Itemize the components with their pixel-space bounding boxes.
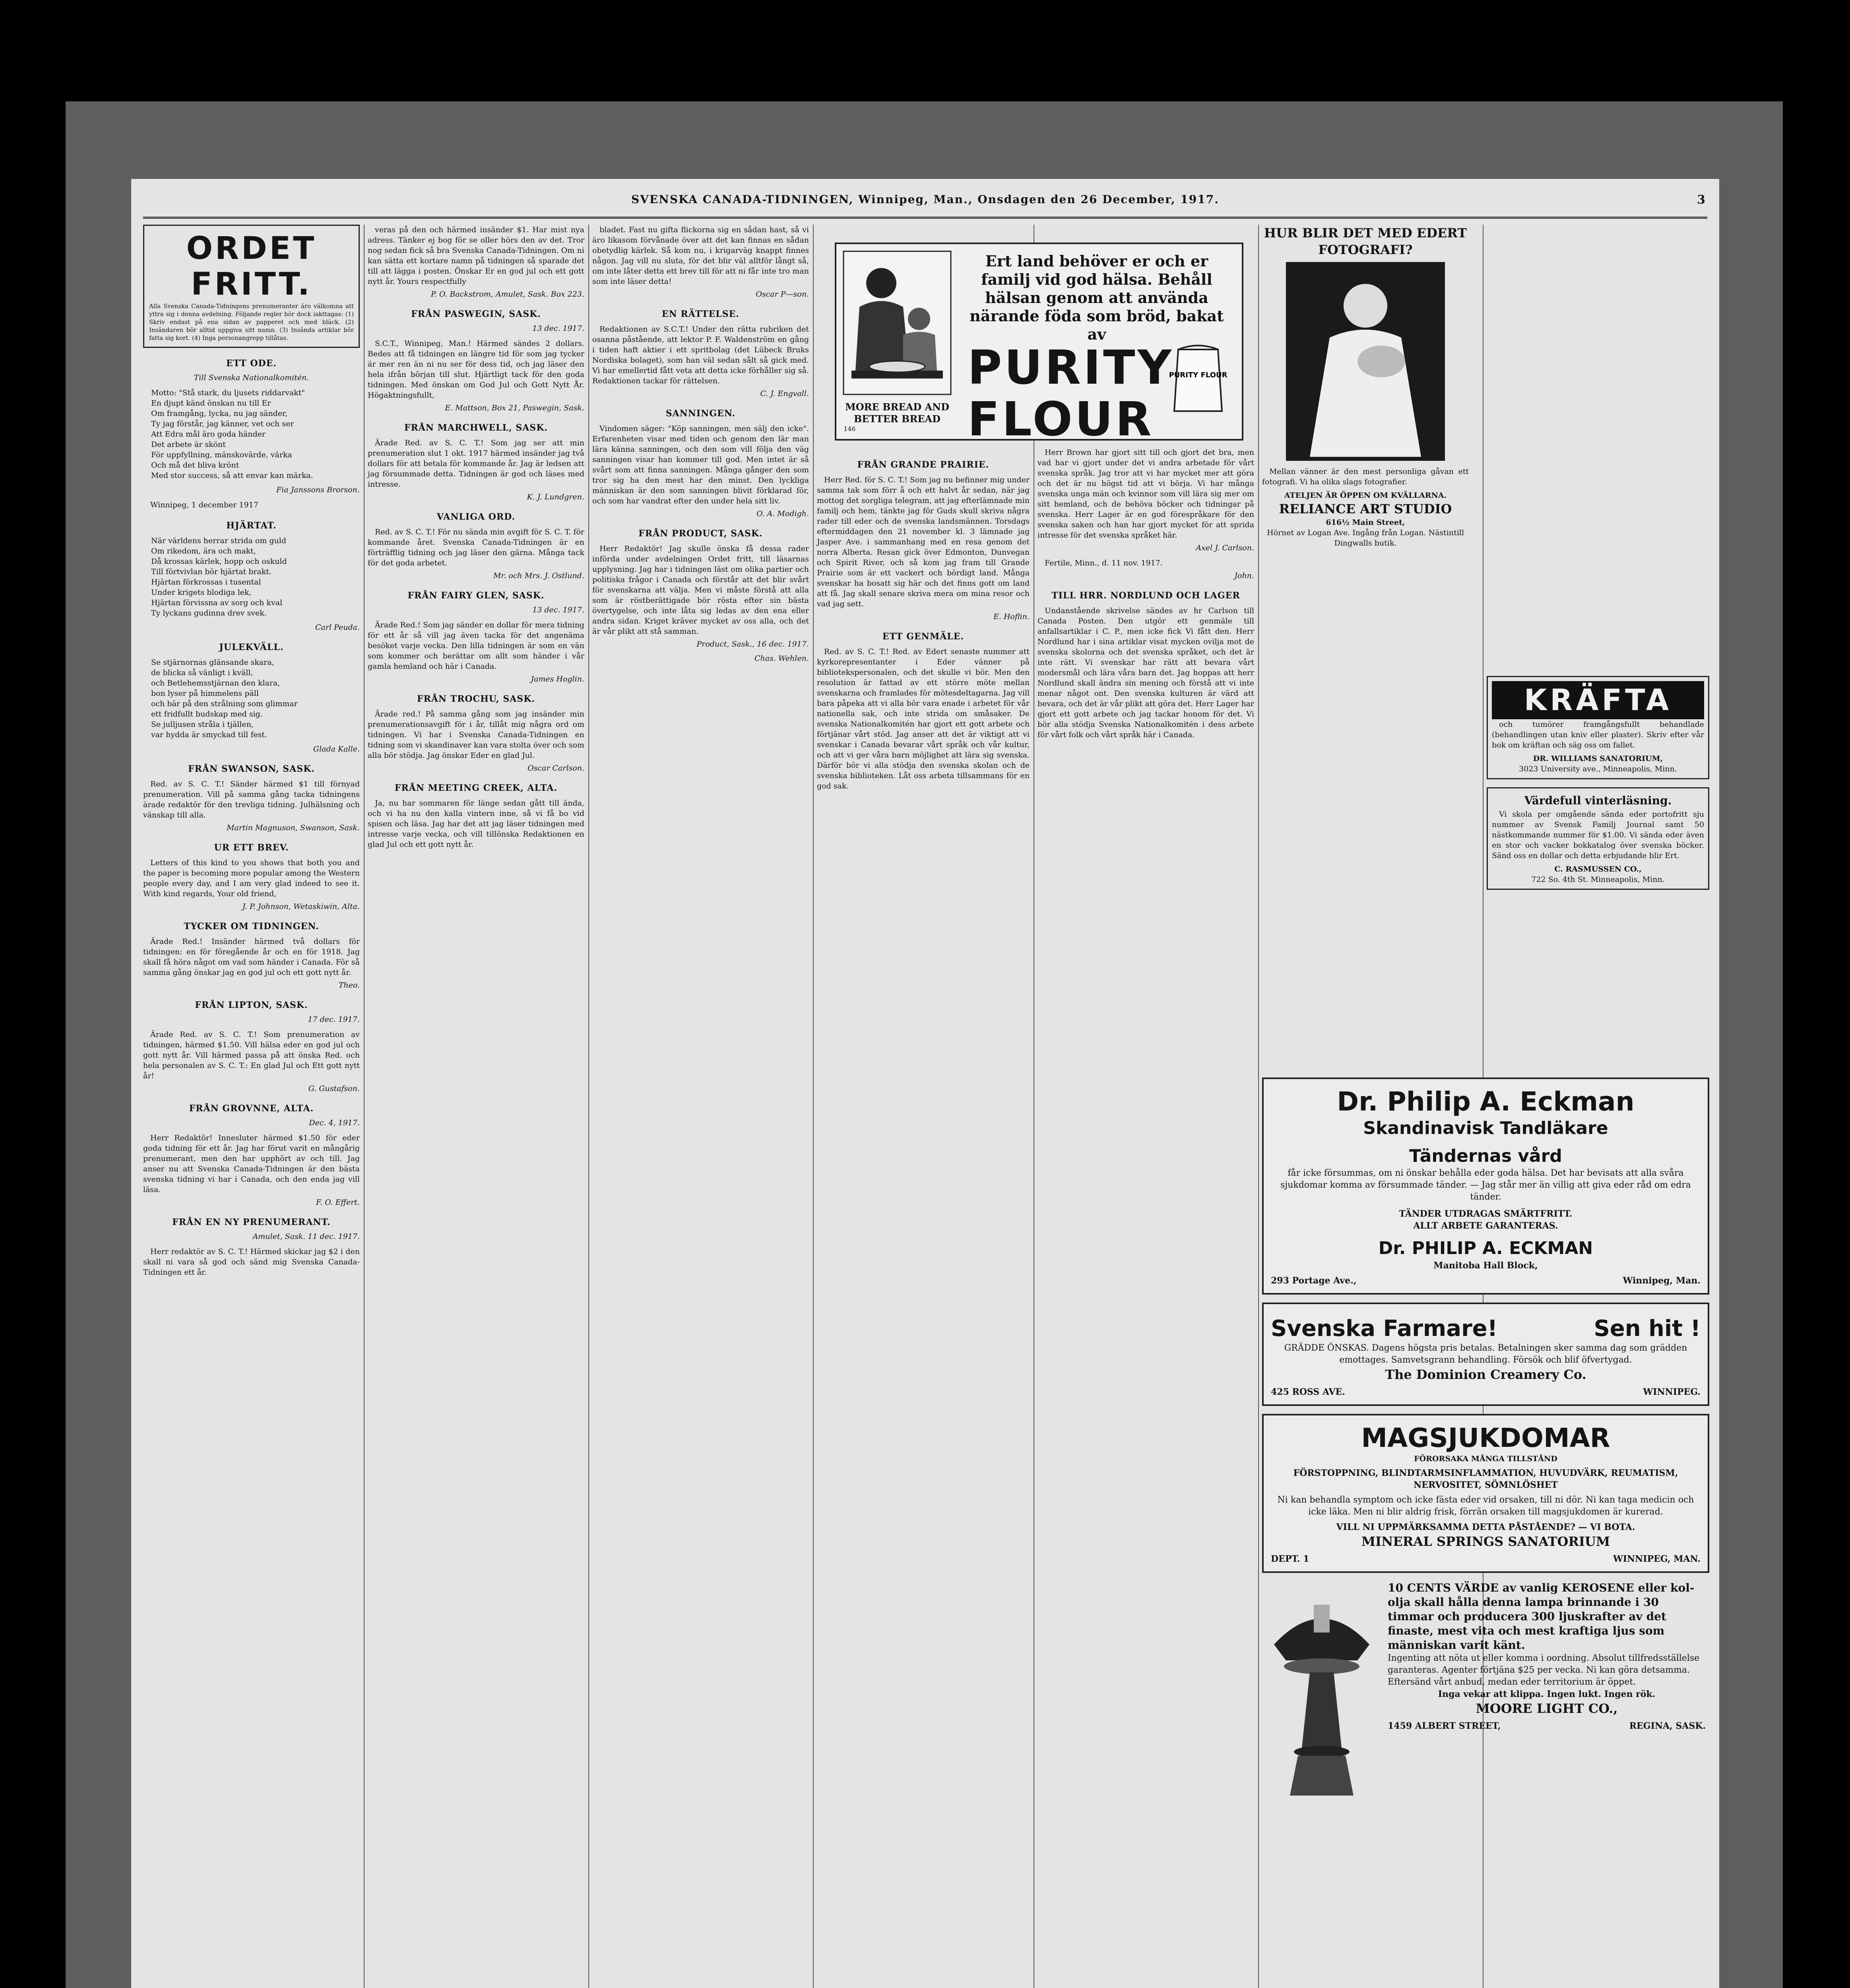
article-title: FRÅN FAIRY GLEN, SASK.: [407, 590, 545, 601]
poem: Motto: "Stå stark, du ljusets riddarvakt" En djupt känd önskan nu till Er Om framgång, lycka, nu jag sänder, Ty jag förstår, jag känner, vet och ser Att Edra mål äro goda händer Det arbete är skönt För uppfyllning, mänskovärde, värka Och må det bliva krönt Med stor success, så att envar kan märka.: [151, 388, 313, 480]
signature: F. O. Effert.: [316, 1198, 360, 1207]
ad-note: ALLT ARBETE GARANTERAS.: [1413, 1221, 1558, 1231]
company-name: C. RASMUSSEN CO.,: [1554, 865, 1642, 874]
column-divider: [588, 225, 589, 1988]
article-body: Herr Brown har gjort sitt till och gjort det bra, men vad har vi gjort under det vi andra arbetade för vårt svenska språk. Jag tror att vi har mycket mer att göra och det är nu högst tid att vi börja. Vi har många svenska unga män och kvinnor som vill lära sig mer om sitt hemland, och de behöva böcker och tidningar på svenska. Herr Lager är en god förespråkare för den svenska saken och han har gjort mycket för att sprida intresse för det svenska språket här.: [1037, 448, 1254, 540]
column-4: [817, 449, 1030, 1988]
ad-title: MAGSJUKDOMAR: [1361, 1423, 1610, 1453]
sack-label: PURITY FLOUR: [1169, 371, 1228, 379]
masthead: SVENSKA CANADA-TIDNINGEN, Winnipeg, Man., Onsdagen den 26 December, 1917.: [631, 193, 1220, 206]
signature: Theo.: [338, 981, 360, 990]
ad-body: får icke försummas, om ni önskar behålla eder goda hälsa. Det har bevisats att alla svåra sjukdomar komma av försummade tänder. — Jag står mer än villig att giva eder råd om edra tänder.: [1280, 1168, 1691, 1202]
dentist-address-row: [1271, 1276, 1701, 1286]
column-divider: [364, 225, 365, 1988]
eckman-ad: [1262, 1077, 1709, 1295]
signature: Mr. och Mrs. J. Ostlund.: [493, 571, 584, 580]
signature: Oscar P—son.: [756, 290, 809, 299]
studio-address-2: Hörnet av Logan Ave. Ingång från Logan. Nästintill Dingwalls butik.: [1267, 528, 1464, 547]
signature: Chas. Wehlen.: [754, 654, 809, 663]
ad-code: 146: [844, 425, 856, 433]
dateline: 17 dec. 1917.: [308, 1015, 360, 1024]
signature: E. Hoflin.: [993, 612, 1030, 621]
dateline: Fertile, Minn., d. 11 nov. 1917.: [1045, 559, 1163, 567]
dentist-address: 293 Portage Ave.,: [1271, 1276, 1357, 1286]
column-divider: [813, 225, 814, 1988]
signature: Glada Kalle.: [313, 745, 360, 753]
article-title: FRÅN PASWEGIN, SASK.: [411, 309, 541, 319]
column-5: [1037, 225, 1254, 1346]
article-title: FRÅN PRODUCT, SASK.: [638, 528, 763, 539]
large-ads-stack: [1262, 1074, 1709, 1804]
signature: G. Gustafson.: [308, 1084, 360, 1093]
kerosene-copy: [1388, 1581, 1706, 1804]
article-title: FRÅN MEETING CREEK, ALTA.: [394, 783, 558, 793]
creamery-h1: Svenska Farmare!: [1271, 1316, 1498, 1342]
company-name: The Dominion Creamery Co.: [1385, 1367, 1586, 1382]
article-body: bladet. Fast nu gifta flickorna sig en sådan hast, så vi äro likasom förvånade över att det kan finnas en sådan obetydlig kärlek. Så kom nu, i krigarväg knappt finnes någon. Jag vill nu sluta, för det blir väl alltför långt så, om inte låter detta ett brev till för att ni får inte tro man som inte läser detta!: [592, 225, 809, 286]
article-title: EN RÄTTELSE.: [661, 309, 740, 319]
dentist-name: Dr. Philip A. Eckman: [1337, 1086, 1635, 1117]
dentist-block: Manitoba Hall Block,: [1433, 1260, 1538, 1271]
column-3: [592, 225, 809, 1988]
kerosene-ad: [1262, 1581, 1709, 1804]
ad-tag: Inga vekar att klippa. Ingen lukt. Ingen rök.: [1438, 1689, 1656, 1699]
article-body: Red. av S. C. T.! Sänder härmed $1 till förnyad prenumeration. Vill på samma gång tacka tidningens ärade redaktör för den trevliga tidning. Julhälsning och vänskap till alla.: [143, 780, 360, 819]
magsjukdomar-ad: [1262, 1414, 1709, 1573]
ordet-fritt-header: [143, 225, 360, 348]
signature: O. A. Modigh.: [756, 509, 809, 518]
dateline: Dec. 4, 1917.: [309, 1118, 360, 1127]
dentist-city: Winnipeg, Man.: [1623, 1276, 1701, 1286]
dateline: 13 dec. 1917.: [532, 606, 584, 614]
col6-right-spacer: [1477, 225, 1687, 548]
ad-list: FÖRSTOPPNING, BLINDTARMSINFLAMMATION, HUVUDVÄRK, REUMATISM, NERVOSITET, SÖMNLÖSHET: [1293, 1468, 1678, 1490]
dentist-title: Skandinavisk Tandläkare: [1363, 1118, 1608, 1138]
article-title: TYCKER OM TIDNINGEN.: [184, 921, 319, 932]
poem: Se stjärnornas glänsande skara, de blicka så vänligt i kväll, och Betlehemsstjärnan den klara, bon lyser på himmelens päll och bär på den strålning som glimmar ett fridfullt budskap med sig. Se julljusen stråla i tjällen, var hydda är smyckad till fest.: [151, 658, 298, 739]
signature: P. O. Backstrom, Amulet, Sask. Box 223.: [431, 290, 584, 299]
article-body: Redaktionen av S.C.T.! Under den rätta rubriken det osanna påstående, att lektor P. F. Waldenström en gång i tiden haft aktier i ett spritbolag (det Lübeck Bruks Nordiska bolaget), som han väl sedan sålt så gick med. Vi har emellertid fått veta att detta icke förhåller sig så. Redaktionen tackar för rättelsen.: [592, 325, 809, 385]
signature: Oscar Carlson.: [527, 764, 584, 773]
signature: Martin Magnuson, Swanson, Sask.: [227, 823, 360, 832]
dentist-name-2: Dr. PHILIP A. ECKMAN: [1378, 1238, 1593, 1258]
bride-photo: [1262, 258, 1469, 465]
ad-note: TÄNDER UTDRAGAS SMÄRTFRITT.: [1399, 1209, 1573, 1219]
article-body: Red. av S. C. T.! Red. av Edert senaste nummer att kyrkorepresentanter i Eder vänner på bibliotekspersonalen, och det skulle vi bör. Men den resolution är fattad av ett större möte mellan svenskarna och framlades för mötesdeltagarna. Jag vill bara påpeka att vi alla bör vara enade i arbetet för vår nationella sak, och inte strida om småsaker. De svenska Nationalkomitén har gjort ett gott arbete och förtjänar vårt stöd. Jag anser att det är viktigt att vi svenskar i Canada bevarar vårt språk och vår kultur, och att vi ger våra barn möjlighet att lära sig svenska. Därför bör vi alla stödja den svenska skolan och de svenska biblioteken. Låt oss arbeta tillsammans för en god sak.: [817, 647, 1030, 790]
company-address: 425 ROSS AVE.: [1271, 1387, 1345, 1397]
ad-slogan: Ert land behöver er och er familj vid god hälsa. Behåll hälsan genom att använda närande föda som bröd, bakat av: [970, 252, 1224, 343]
article-body: Vindomen säger: "Köp sanningen, men sälj den icke". Erfarenheten visar med tiden och genom den lär man lära känna sanningen, och den som vill följa den väg sanningen visar han kommer till god. Men intet är så svårt som att finna sanningen. Många gånger den som tror sig ha den mest har den minst. Den lyckliga människan är den som sanningen blivit förklarad för, och som har vandrat efter den under hela sitt liv.: [592, 424, 809, 505]
article-title: SANNINGEN.: [665, 408, 736, 419]
studio-address: 616½ Main Street,: [1326, 518, 1405, 527]
article-title: FRÅN GRANDE PRAIRIE.: [857, 460, 989, 470]
ad-title: Värdefull vinterläsning.: [1524, 794, 1672, 807]
article-body: Undanstående skrivelse sändes av hr Carlson till Canada Posten. Den utgör ett genmäle till anfallsartiklar i C. P., men icke fick Vi fått den. Herr Nordlund har i sina artiklar visat mycken ovilja mot de svenska skolorna och det svenska språket, och det är inte rätt. Vi svenskar har rätt att bevara vårt modersmål och lära våra barn det. Jag hoppas att herr Nordlund skall ändra sin mening och förstå att vi inte menar något ont. Den svenska kulturen är värd att bevara, och det är vår plikt att göra det. Herr Lager har gjort ett gott arbete och jag tackar honom för det. Vi bör alla stödja Svenska Nationalkomitén i dess arbete för vårt folk och vårt språk här i Canada.: [1037, 606, 1254, 739]
dateline: 13 dec. 1917.: [532, 324, 584, 333]
sanatorium-address: 3023 University ave., Minneapolis, Minn.: [1519, 765, 1677, 773]
article-title: JULEKVÄLL.: [219, 642, 284, 652]
mother-child-illustration: [844, 251, 951, 394]
signature: Carl Peuda.: [315, 623, 360, 632]
poem: När världens herrar strida om guld Om rikedom, ära och makt, Då krossas kärlek, hopp och oskuld Till förtvivlan bör hjärtat brakt. Hjärtan förkrossas i tusental Under krigets blodiga lek, Hjärtan förvissna av sorg och kval Ty lyckans gudinna drev svek.: [151, 536, 287, 617]
vardeful-ad: [1487, 787, 1709, 890]
signature: J. P. Johnson, Wetaskiwin, Alta.: [242, 902, 360, 911]
column-1: [143, 225, 360, 1988]
page-number: 3: [1697, 193, 1705, 207]
article-subtitle: Till Svenska Nationalkomitén.: [194, 373, 309, 382]
column-2: [368, 225, 584, 1988]
article-title: FRÅN TROCHU, SASK.: [417, 694, 535, 704]
article-title: ETT ODE.: [226, 358, 277, 369]
article-body: Herr Redaktör! Innesluter härmed $1.50 för eder goda tidning för ett år. Jag har förut varit en mångårig prenumerant, men den har upphört av och till. Jag anser nu att Svenska Canada-Tidningen är den bästa svenska tidning vi har i Canada, och den enda jag vill läsa.: [143, 1134, 360, 1194]
ad-brand: PURITY FLOUR: [968, 340, 1174, 447]
creamery-address-row: [1271, 1387, 1701, 1397]
company-address: 722 So. 4th St. Minneapolis, Minn.: [1531, 875, 1665, 884]
ad-title: HUR BLIR DET MED EDERT FOTOGRAFI?: [1264, 225, 1467, 257]
company-city: REGINA, SASK.: [1629, 1721, 1706, 1731]
ad-body: GRÄDDE ÖNSKAS. Dagens högsta pris betalas. Betalningen sker samma dag som grädden emottages. Samvetsgrann behandling. Försök och blif öfvertygad.: [1284, 1343, 1687, 1365]
article-title: ETT GENMÄLE.: [882, 631, 964, 642]
sanatorium-name: MINERAL SPRINGS SANATORIUM: [1361, 1534, 1610, 1549]
ad-claim: VILL NI UPPMÄRKSAMMA DETTA PÅSTÅENDE? — VI BOTA.: [1336, 1522, 1635, 1532]
sanatorium-name: DR. WILLIAMS SANATORIUM,: [1533, 754, 1663, 763]
kerosene-lamp-illustration: [1262, 1581, 1381, 1804]
section-intro: Alla Svenska Canada-Tidningens prenumeranter äro välkomna att yttra sig i denna avdelning. Följande regler bör dock iakttagas: (1) Skriv endast på ena sidan av papperet och med bläck. (2) Insändaren bör alltid uppgiva sitt namn. (3) Insända artiklar bör fatta sig kort. (4) Inga personangrepp tillåtas.: [149, 303, 354, 342]
column-divider: [1258, 225, 1259, 1988]
signature: Axel J. Carlson.: [1196, 544, 1254, 552]
dateline: Winnipeg, 1 december 1917: [150, 501, 258, 509]
signature: John.: [1234, 571, 1254, 580]
signature: K. J. Lundgren.: [527, 493, 584, 501]
signature: C. J. Engvall.: [760, 389, 809, 398]
article-body: Red. av S. C. T.! För nu sända min avgift för S. C. T. för kommande året. Svenska Canada-Tidningen är en förträfflig tidning och jag läser den gärna. Många tack för det goda arbetet.: [368, 528, 584, 567]
ad-tagline: MORE BREAD AND BETTER BREAD: [845, 401, 949, 425]
article-body: Herr Redaktör! Jag skulle önska få dessa rader införda under avdelningen Ordet fritt, till läsarnas upplysning. Jag har i tidningen läst om olika partier och politiska frågor i Canada och förstår att det blir svårt för svenskarna att välja. Men vi måste förstå att alla som är röstberättigade bör rösta efter sin bästa övertygelse, och inte låta sig ledas av den ena eller andra sidan. Kriget kräver mycket av oss alla, och det är vår plikt att stå samman.: [592, 544, 809, 636]
section-title: ORDET FRITT.: [186, 231, 317, 302]
article-body: Ja, nu har sommaren för länge sedan gått till ända, och vi ha nu den kalla vintern inne, så vi få bo vid spisen och läsa. Jag har det att jag läser tidningen med intresse varje vecka, och vill tillönska Redaktionen en glad Jul och ett gott nytt år.: [368, 799, 584, 849]
company-city: WINNIPEG.: [1643, 1387, 1701, 1397]
article-body: Herr redaktör av S. C. T.! Härmed skickar jag $2 i den skall ni vara så god och sänd mig Svenska Canada-Tidningen ett år.: [143, 1247, 360, 1277]
article-title: UR ETT BREV.: [214, 843, 289, 853]
article-title: FRÅN SWANSON, SASK.: [188, 764, 315, 774]
studio-name: RELIANCE ART STUDIO: [1279, 501, 1452, 516]
ad-body: Ni kan behandla symptom och icke fästa eder vid orsaken, till ni dör. Ni kan taga medicin och icke läka. Men ni blir aldrig frisk, förrän orsaken till magsjukdomen är kurerad.: [1277, 1495, 1694, 1517]
dateline: Amulet, Sask. 11 dec. 1917.: [252, 1232, 360, 1241]
ad-body: och tumörer framgångsfullt behandlade (behandlingen utan kniv eller plaster). Skriv efter vår bok om kräftan och säg oss om fallet.: [1492, 720, 1704, 749]
article-title: FRÅN GROVNNE, ALTA.: [189, 1103, 314, 1114]
article-title: TILL HRR. NORDLUND OCH LAGER: [1051, 590, 1240, 601]
article-body: Herr Red. för S. C. T.! Som jag nu befinner mig under samma tak som förr å och ett halvt år sedan, när jag mottog det sorgliga telegram, att jag efterlämnade min familj och hem, tänkte jag för Guds skull skriva några rader till eder och de svenska landsmännen. Torsdags eftermiddagen den 21 november kl. 3 lämnade jag Jasper Ave. i sammanhang med en resa genom det norra Alberta. Resan gick över Edmonton, Dunvegan och Spirit River, och så kom jag fram till Grande Prairie som är ett vackert och bördigt land. Många svenskar ha bosatt sig här och det finns gott om land att få. Jag skall senare skriva mera om mina resor och vad jag sett.: [817, 476, 1030, 608]
creamery-heading: [1271, 1315, 1701, 1342]
dateline: Product, Sask., 16 dec. 1917.: [696, 640, 809, 648]
sanatorium-dept: DEPT. 1: [1271, 1554, 1309, 1564]
article-title: FRÅN MARCHWELL, SASK.: [404, 423, 548, 433]
ad-body: Vi skola per omgående sända eder portofritt sju nummer av Svensk Familj Journal samt 50 nästkommande nummer för $1.00. Vi sända eder även en stor och vacker bokkatalog över svenska böcker. Sänd oss en dollar och detta erbjudande blir Ert.: [1492, 810, 1704, 860]
ad-heading: Tändernas vård: [1409, 1146, 1562, 1166]
article-title: HJÄRTAT.: [226, 520, 277, 531]
article-body: Ärade Red. av S. C. T.! Som jag ser att min prenumeration slut 1 okt. 1917 härmed insänder jag två dollars för att betala för kommande år. Jag är ledsen att jag försummade detta. Tidningen är god och läses med intresse.: [368, 439, 584, 489]
creamery-h2: Sen hit !: [1594, 1316, 1701, 1342]
ad-body: Mellan vänner är den mest personliga gåvan ett fotografi. Vi ha olika slags fotografier.: [1262, 467, 1469, 486]
photo-ad: [1262, 225, 1469, 548]
masthead-rule: [143, 217, 1707, 219]
article-body: veras på den och härmed insänder $1. Har mist nya adress. Tänker ej bog för se oller hörs den av det. Tror nog sedan fick så bra Svenska Canada-Tidningen. Om ni kan sätta ett kortare namn på tidningen så sparade det till att lägga i posten. Önskar Er en god jul och ett gott nytt år. Yours respectfully: [368, 225, 584, 286]
article-body: Ärade Red.! Insänder härmed två dollars för tidningen: en för föregående år och en för 1918. Jag skall få höra något om vad som händer i Canada. För så samma gång önskar jag en god jul och ett gott nytt år.: [143, 937, 360, 977]
article-body: Letters of this kind to you shows that both you and the paper is becoming more popular among the Western people every day, and I am very glad indeed to see it. With kind regards, Your old friend,: [143, 858, 360, 898]
ad-subtitle: FÖRORSAKA MÅNGA TILLSTÅND: [1414, 1454, 1557, 1463]
article-title: FRÅN LIPTON, SASK.: [195, 1000, 308, 1010]
article-body: S.C.T., Winnipeg, Man.! Härmed sändes 2 dollars. Bedes att få tidningen en längre tid för som jag tycker är mer ren än ni nu ser för dess tid, och jag läser den hela ifrån början till slut. Hjärtligt tack för den goda tidningen. Med önskan om God Jul och Gott Nytt År. Högaktningsfullt,: [368, 339, 584, 400]
ad-title: KRÄFTA: [1492, 681, 1704, 719]
article-body: Ärade red.! På samma gång som jag insänder min prenumerationsavgift för i år, tillåt mig några ord om tidningen. Vi har i Svenska Canada-Tidningen en tidning som vi skandinaver kan vara stolta över och som alla bör stödja. Jag önskar Eder en glad Jul.: [368, 710, 584, 760]
kerosene-address-row: [1388, 1721, 1706, 1731]
article-body: Ärade Red. av S. C. T.! Som prenumeration av tidningen, härmed $1.50. Vill hälsa eder en god jul och gott nytt år. Vill härmed passa på att önska Red. och hela personalen av S. C. T.: En glad Jul och Ett gott nytt år!: [143, 1030, 360, 1080]
signature: James Hoglin.: [531, 675, 584, 683]
signature: E. Mattson, Box 21, Paswegin, Sask.: [445, 404, 584, 412]
creamery-ad: [1262, 1303, 1709, 1406]
column-7-ads: [1487, 676, 1709, 1014]
ad-body: Ingenting att nöta ut eller komma i oordning. Absolut tillfredsställelse garanteras. Agenter förtjäna $25 per vecka. Ni kan göra detsamma. Eftersänd vårt anbud, medan eder territorium är öppet.: [1388, 1653, 1700, 1687]
company-name: MOORE LIGHT CO.,: [1476, 1701, 1618, 1716]
newspaper-page: [131, 179, 1719, 1988]
article-title: FRÅN EN NY PRENUMERANT.: [172, 1217, 331, 1227]
sanatorium-city: WINNIPEG, MAN.: [1613, 1554, 1701, 1564]
sanatorium-address-row: [1271, 1554, 1701, 1564]
ad-hours: ATELJEN ÄR ÖPPEN OM KVÄLLARNA.: [1284, 491, 1447, 500]
signature: Fia Janssons Brorson.: [276, 485, 360, 494]
company-address: 1459 ALBERT STREET,: [1388, 1721, 1501, 1731]
article-title: VANLIGA ORD.: [436, 512, 516, 522]
krafta-ad: [1487, 676, 1709, 779]
article-body: Ärade Red.! Som jag sänder en dollar för mera tidning för ett år så vill jag även tacka för det angenäma besöket varje vecka. Den lilla tidningen är som en vän som kommer och berättar om allt som händer i vår gamla hemland och här i Canada.: [368, 621, 584, 671]
ad-heading: 10 CENTS VÄRDE av vanlig KEROSENE eller kol-olja skall hålla denna lampa brinnande i 30 timmar och producera 300 ljuskrafter av det finaste, mest vita och mest kraftiga ljus som människan varit känt.: [1388, 1581, 1695, 1652]
